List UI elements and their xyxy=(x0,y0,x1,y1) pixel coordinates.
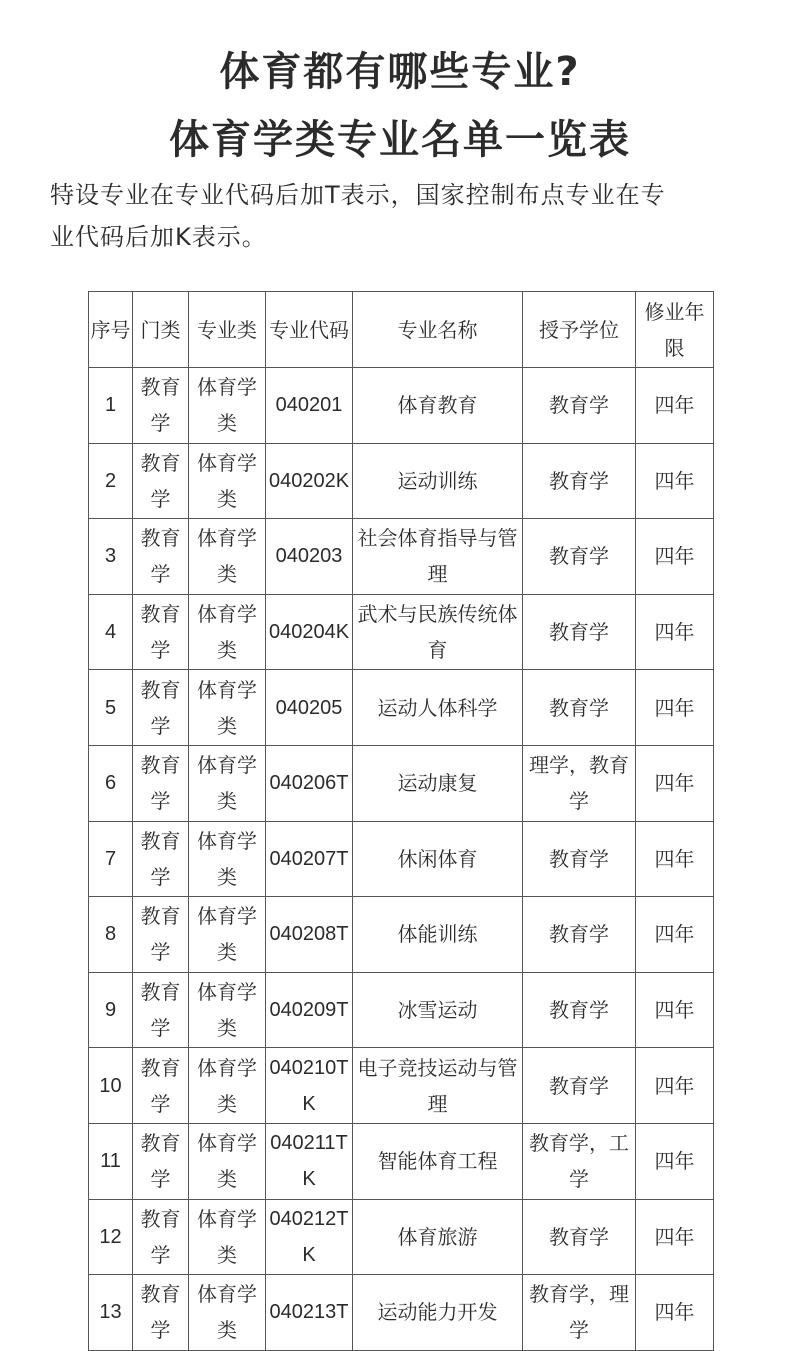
cell-seq: 9 xyxy=(89,972,133,1048)
cell-name: 运动能力开发 xyxy=(353,1275,523,1351)
cell-subcategory: 体育学类 xyxy=(189,745,266,821)
cell-duration: 四年 xyxy=(636,745,714,821)
cell-name: 体能训练 xyxy=(353,897,523,973)
cell-category: 教育学 xyxy=(133,670,189,746)
cell-code: 040211TK xyxy=(266,1123,353,1199)
table-row xyxy=(89,519,714,595)
header-duration: 修业年限 xyxy=(636,292,714,368)
table-row xyxy=(89,1048,714,1124)
cell-seq: 3 xyxy=(89,519,133,595)
cell-degree: 教育学，工学 xyxy=(523,1123,636,1199)
page-subtitle: 体育学类专业名单一览表 xyxy=(169,117,631,163)
cell-name: 休闲体育 xyxy=(353,821,523,897)
table-header-row xyxy=(89,292,714,368)
cell-code: 040203 xyxy=(266,519,353,595)
table-row xyxy=(89,368,714,444)
cell-duration: 四年 xyxy=(636,821,714,897)
cell-duration: 四年 xyxy=(636,1199,714,1275)
cell-seq: 12 xyxy=(89,1199,133,1275)
cell-category: 教育学 xyxy=(133,897,189,973)
cell-seq: 2 xyxy=(89,443,133,519)
page-title: 体育都有哪些专业? xyxy=(219,49,581,95)
cell-subcategory: 体育学类 xyxy=(189,594,266,670)
cell-degree: 教育学 xyxy=(523,972,636,1048)
cell-category: 教育学 xyxy=(133,443,189,519)
cell-category: 教育学 xyxy=(133,594,189,670)
cell-code: 040207T xyxy=(266,821,353,897)
intro-line-2: 业代码后加K表示。 xyxy=(50,223,267,251)
cell-code: 040204K xyxy=(266,594,353,670)
cell-code: 040206T xyxy=(266,745,353,821)
cell-degree: 教育学 xyxy=(523,519,636,595)
cell-degree: 教育学 xyxy=(523,821,636,897)
cell-category: 教育学 xyxy=(133,1275,189,1351)
cell-name: 运动康复 xyxy=(353,745,523,821)
cell-name: 智能体育工程 xyxy=(353,1123,523,1199)
cell-duration: 四年 xyxy=(636,594,714,670)
cell-name: 运动人体科学 xyxy=(353,670,523,746)
cell-subcategory: 体育学类 xyxy=(189,443,266,519)
cell-seq: 13 xyxy=(89,1275,133,1351)
cell-code: 040209T xyxy=(266,972,353,1048)
cell-category: 教育学 xyxy=(133,368,189,444)
cell-category: 教育学 xyxy=(133,745,189,821)
cell-subcategory: 体育学类 xyxy=(189,821,266,897)
cell-code: 040212TK xyxy=(266,1199,353,1275)
cell-duration: 四年 xyxy=(636,368,714,444)
cell-duration: 四年 xyxy=(636,670,714,746)
cell-duration: 四年 xyxy=(636,519,714,595)
table-row xyxy=(89,443,714,519)
cell-name: 运动训练 xyxy=(353,443,523,519)
cell-category: 教育学 xyxy=(133,972,189,1048)
cell-code: 040208T xyxy=(266,897,353,973)
table-row xyxy=(89,972,714,1048)
cell-degree: 教育学 xyxy=(523,1048,636,1124)
cell-name: 体育旅游 xyxy=(353,1199,523,1275)
cell-code: 040213T xyxy=(266,1275,353,1351)
cell-seq: 10 xyxy=(89,1048,133,1124)
table-row xyxy=(89,821,714,897)
cell-subcategory: 体育学类 xyxy=(189,519,266,595)
table-row xyxy=(89,897,714,973)
cell-seq: 7 xyxy=(89,821,133,897)
cell-duration: 四年 xyxy=(636,443,714,519)
cell-category: 教育学 xyxy=(133,1048,189,1124)
header-seq: 序号 xyxy=(89,292,133,368)
header-category: 门类 xyxy=(133,292,189,368)
cell-degree: 教育学 xyxy=(523,594,636,670)
cell-code: 040201 xyxy=(266,368,353,444)
header-code: 专业代码 xyxy=(266,292,353,368)
cell-degree: 教育学，理学 xyxy=(523,1275,636,1351)
intro-line-1: 特设专业在专业代码后加T表示，国家控制布点专业在专 xyxy=(50,181,666,209)
cell-duration: 四年 xyxy=(636,1123,714,1199)
table-row xyxy=(89,1275,714,1351)
majors-table xyxy=(88,291,714,1351)
intro-text xyxy=(50,174,770,258)
cell-subcategory: 体育学类 xyxy=(189,1199,266,1275)
cell-code: 040205 xyxy=(266,670,353,746)
cell-category: 教育学 xyxy=(133,519,189,595)
cell-subcategory: 体育学类 xyxy=(189,368,266,444)
header-subcategory: 专业类 xyxy=(189,292,266,368)
cell-code: 040202K xyxy=(266,443,353,519)
cell-category: 教育学 xyxy=(133,821,189,897)
table-row xyxy=(89,1123,714,1199)
cell-degree: 教育学 xyxy=(523,1199,636,1275)
cell-name: 冰雪运动 xyxy=(353,972,523,1048)
cell-name: 电子竞技运动与管理 xyxy=(353,1048,523,1124)
cell-name: 体育教育 xyxy=(353,368,523,444)
cell-duration: 四年 xyxy=(636,1048,714,1124)
cell-seq: 11 xyxy=(89,1123,133,1199)
header-degree: 授予学位 xyxy=(523,292,636,368)
cell-subcategory: 体育学类 xyxy=(189,1275,266,1351)
cell-seq: 4 xyxy=(89,594,133,670)
cell-seq: 5 xyxy=(89,670,133,746)
cell-degree: 教育学 xyxy=(523,897,636,973)
cell-duration: 四年 xyxy=(636,972,714,1048)
cell-degree: 教育学 xyxy=(523,670,636,746)
cell-seq: 8 xyxy=(89,897,133,973)
table-row xyxy=(89,1199,714,1275)
cell-category: 教育学 xyxy=(133,1199,189,1275)
cell-name: 社会体育指导与管理 xyxy=(353,519,523,595)
cell-name: 武术与民族传统体育 xyxy=(353,594,523,670)
cell-degree: 教育学 xyxy=(523,368,636,444)
table-row xyxy=(89,670,714,746)
cell-category: 教育学 xyxy=(133,1123,189,1199)
table-row xyxy=(89,745,714,821)
cell-subcategory: 体育学类 xyxy=(189,670,266,746)
table-row xyxy=(89,594,714,670)
cell-subcategory: 体育学类 xyxy=(189,1048,266,1124)
cell-duration: 四年 xyxy=(636,897,714,973)
header-name: 专业名称 xyxy=(353,292,523,368)
cell-subcategory: 体育学类 xyxy=(189,972,266,1048)
cell-code: 040210TK xyxy=(266,1048,353,1124)
cell-subcategory: 体育学类 xyxy=(189,897,266,973)
cell-degree: 教育学 xyxy=(523,443,636,519)
cell-duration: 四年 xyxy=(636,1275,714,1351)
cell-seq: 6 xyxy=(89,745,133,821)
cell-seq: 1 xyxy=(89,368,133,444)
cell-subcategory: 体育学类 xyxy=(189,1123,266,1199)
cell-degree: 理学，教育学 xyxy=(523,745,636,821)
